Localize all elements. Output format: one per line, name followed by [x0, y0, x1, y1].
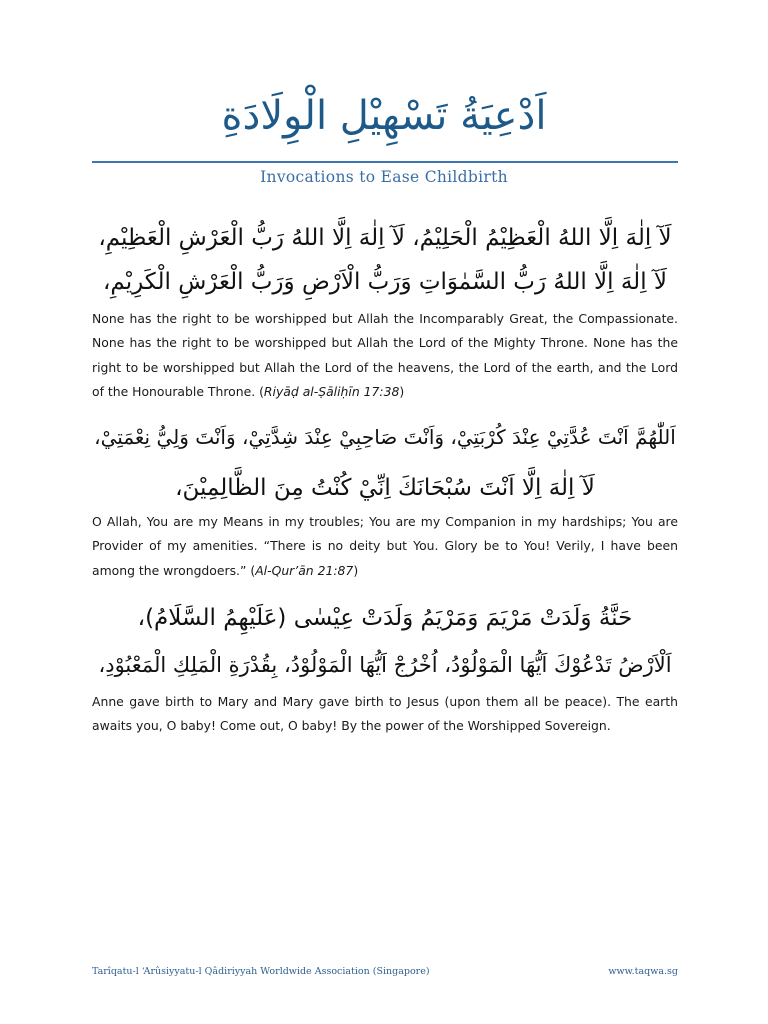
footer-organization: Tarîqatu-l ‘Arûsiyyatu-l Qâdiriyyah Worldwide Association (Singapore): [92, 966, 430, 977]
invocation-2-source: Al-Qur’ān 21:87: [255, 562, 354, 578]
invocation-2-arabic-line-2: لَآ اِلٰهَ اِلَّا اَنْتَ سُبْحَانَكَ اِنِّيْ كُنْتُ مِنَ الظَّالِمِيْنَ،: [175, 475, 595, 501]
invocation-2-translation-text: O Allah, You are my Means in my troubles; You are my Companion in my hardships; You are Provider of my amenities. “There is no deity but You. Glory be to You! Verily, I have been among the wrongdoers.”: [92, 514, 678, 578]
invocation-3-arabic-line-1: حَنَّةُ وَلَدَتْ مَرْيَمَ وَمَرْيَمُ وَلَدَتْ عِيْسٰى (عَلَيْهِمُ السَّلَامُ)،: [137, 605, 633, 631]
invocation-1-translation-text: None has the right to be worshipped but Allah the Incomparably Great, the Compassionate. None has the right to be worshipped but Allah the Lord of the Mighty Throne. None has the right to be worshipped but Allah the Lord of the heavens, the Lord of the earth, and the Lord of the Honourable Throne.: [92, 311, 678, 400]
footer-website-link[interactable]: www.taqwa.sg: [608, 966, 678, 977]
invocation-1-translation: None has the right to be worshipped but Allah the Incomparably Great, the Compassionate. None has the right to be worshipped but Allah the Lord of the Mighty Throne. None has the right to be worshipped but Allah the Lord of the heavens, the Lord of the earth, and the Lord of the Honourable Throne. (Riyāḍ al-Ṣāliḥīn 17:38): [92, 311, 678, 400]
invocation-1-arabic-line-2: لَآ اِلٰهَ اِلَّا اللهُ رَبُّ السَّمٰوَاتِ وَرَبُّ الْاَرْضِ وَرَبُّ الْعَرْشِ الْكَرِيْمِ،: [102, 269, 668, 295]
invocation-3-arabic-line-2: اَلْاَرْضُ تَدْعُوْكَ اَيُّهَا الْمَوْلُوْدُ، اُخْرُجْ اَيُّهَا الْمَوْلُوْدُ، بِقُدْرَةِ الْمَلِكِ الْمَعْبُوْدِ،: [98, 653, 672, 677]
invocation-1-source: Riyāḍ al-Ṣāliḥīn 17:38: [263, 384, 400, 400]
invocation-3-translation: Anne gave birth to Mary and Mary gave birth to Jesus (upon them all be peace). The earth awaits you, O baby! Come out, O baby! By the power of the Worshipped Sovereign.: [92, 694, 678, 734]
page-subtitle: Invocations to Ease Childbirth: [260, 168, 508, 186]
page-title: اَدْعِيَةُ تَسْهِيْلِ الْوِلَادَةِ: [221, 93, 547, 139]
invocation-2-arabic-line-1: اَللّٰهُمَّ اَنْتَ عُدَّتِيْ عِنْدَ كُرْبَتِيْ، وَاَنْتَ صَاحِبِيْ عِنْدَ شِدَّتِيْ، وَاَنْتَ وَلِيُّ نِعْمَتِيْ،: [94, 425, 676, 449]
title-divider: [92, 161, 678, 163]
invocation-2-translation: O Allah, You are my Means in my troubles; You are my Companion in my hardships; You are Provider of my amenities. “There is no deity but You. Glory be to You! Verily, I have been among the wrongdoers.” (Al-Qur’ān 21:87): [92, 514, 678, 578]
invocation-1-arabic-line-1: لَآ اِلٰهَ اِلَّا اللهُ الْعَظِيْمُ الْحَلِيْمُ، لَآ اِلٰهَ اِلَّا اللهُ رَبُّ الْعَرْشِ الْعَظِيْمِ،: [98, 225, 672, 251]
